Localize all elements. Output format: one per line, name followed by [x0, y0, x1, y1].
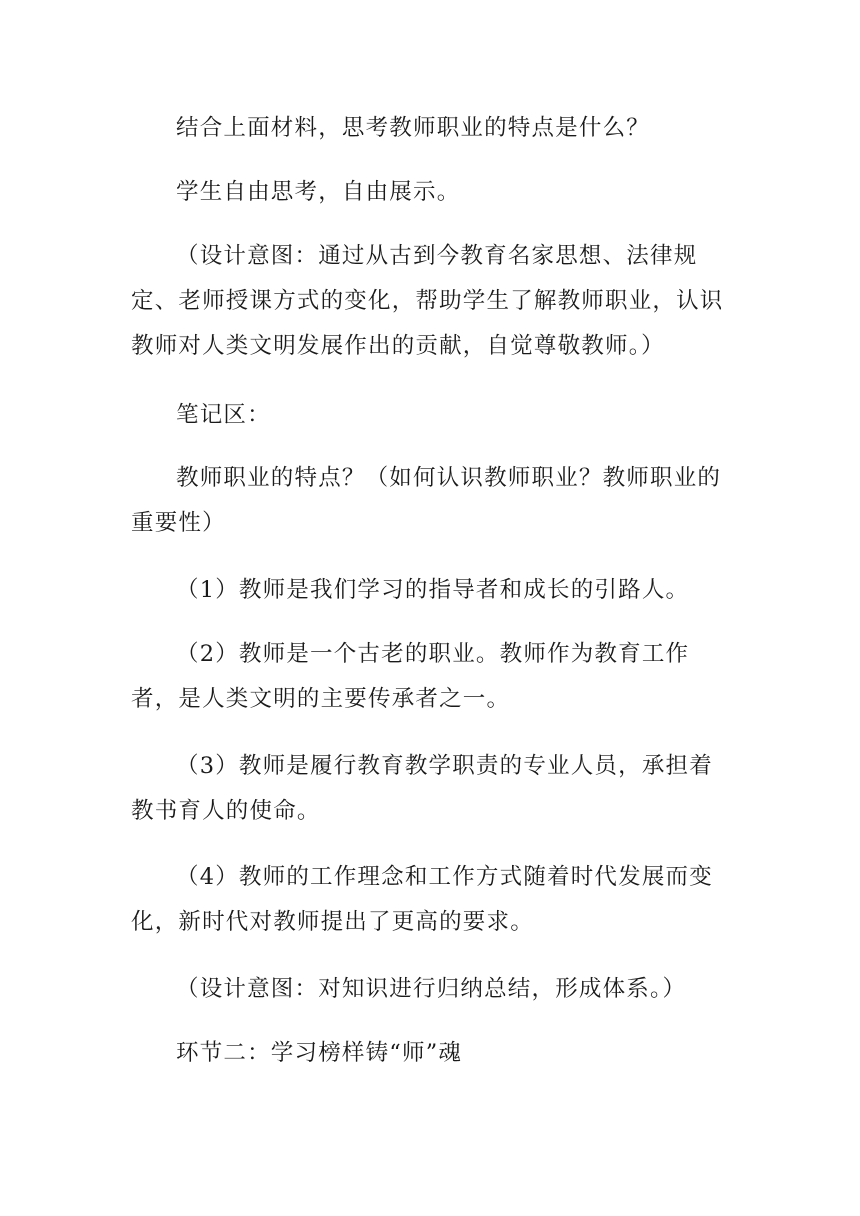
paragraph-section-heading: 环节二：学习榜样铸“师”魂	[176, 1040, 463, 1066]
paragraph-point-3: （3）教师是履行教育教学职责的专业人员，承担着教书育人的使命。	[131, 753, 713, 824]
paragraph-point-4: （4）教师的工作理念和工作方式随着时代发展而变化，新时代对教师提出了更高的要求。	[131, 864, 713, 935]
paragraph-design-intent-2: （设计意图：对知识进行归纳总结，形成体系。）	[176, 976, 687, 1002]
paragraph-teacher-traits-question: 教师职业的特点？（如何认识教师职业？教师职业的重要性）	[131, 465, 722, 536]
paragraph-question: 结合上面材料，思考教师职业的特点是什么？	[176, 115, 651, 141]
paragraph-student-activity: 学生自由思考，自由展示。	[176, 179, 461, 205]
paragraph-point-1: （1）教师是我们学习的指导者和成长的引路人。	[176, 577, 690, 603]
paragraph-point-2: （2）教师是一个古老的职业。教师作为教育工作者，是人类文明的主要传承者之一。	[131, 641, 690, 712]
paragraph-notes-heading: 笔记区：	[176, 402, 271, 428]
paragraph-design-intent-1: （设计意图：通过从古到今教育名家思想、法律规定、老师授课方式的变化，帮助学生了解教师职业，认识教师对人类文明发展作出的贡献，自觉尊敬教师。）	[131, 243, 724, 359]
